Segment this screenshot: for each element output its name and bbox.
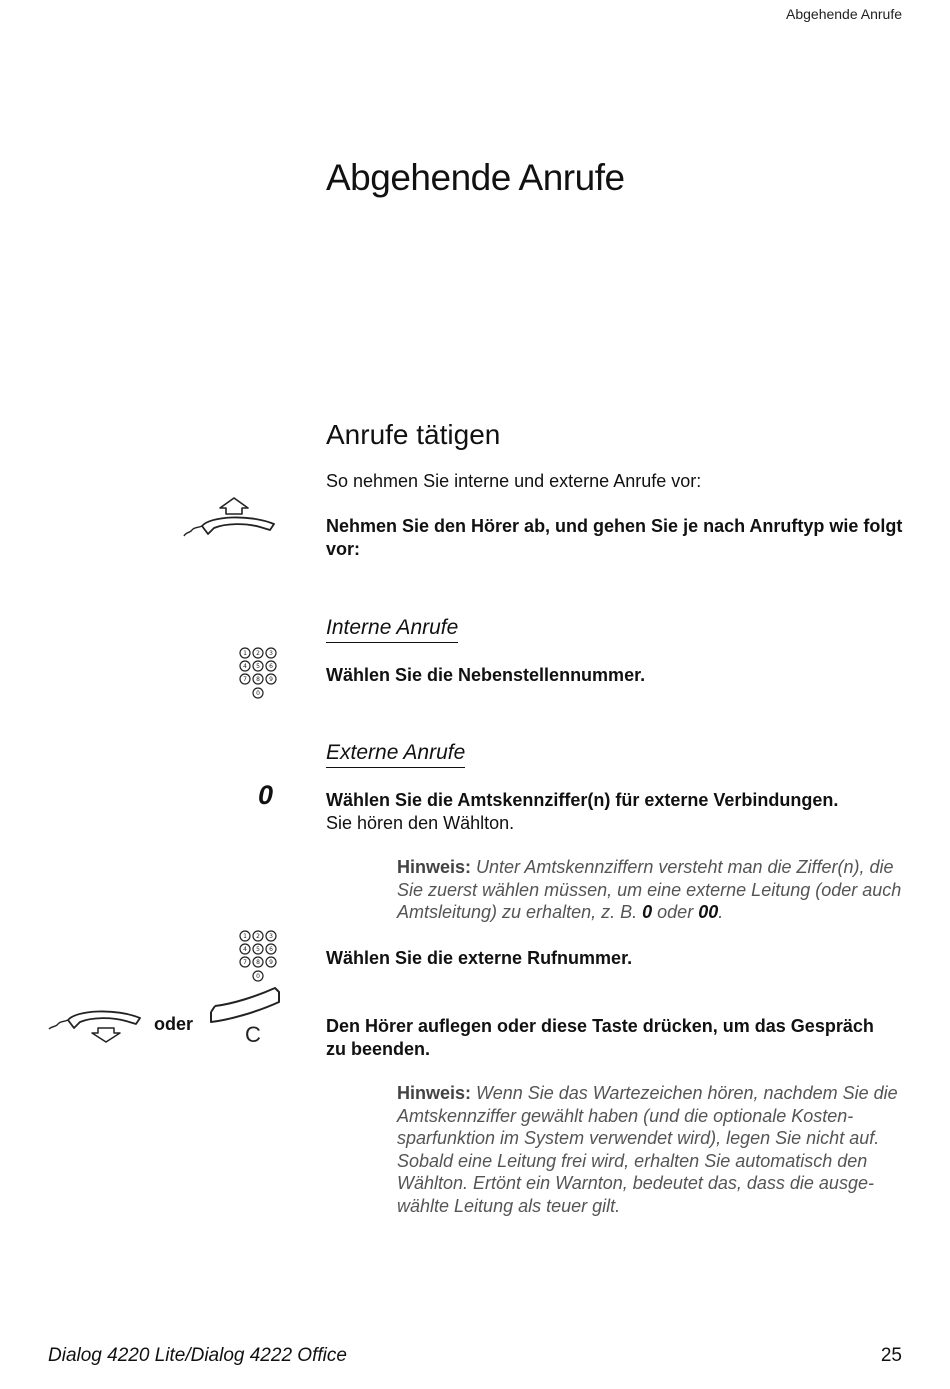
- svg-text:5: 5: [256, 663, 260, 670]
- step-dial-access-code-bold: Wählen Sie die Amtskennziffer(n) für externe Verbindungen.: [326, 790, 839, 810]
- keypad-icon: [238, 929, 280, 990]
- step-dial-extension: Wählen Sie die Nebenstellennummer.: [326, 665, 646, 685]
- footer-product: Dialog 4220 Lite/Dialog 4222 Office: [48, 1345, 347, 1366]
- note-text: Wenn Sie das Wartezeichen hören, nachdem Sie die Amtskennziffer gewählt haben (und die optionale Kosten-sparfunktion im System verwendet wird), legen Sie nicht auf. Sobald eine Leitung frei wird, erhalten Sie automatisch den Wählton. Ertönt ein Warnton, bedeutet das, dass die ausge-wählte Leitung als teuer gilt.: [397, 1083, 898, 1216]
- step-hang-up: Den Hörer auflegen oder diese Taste drücken, um das Gespräch zu beenden.: [326, 1016, 874, 1059]
- note-label: Hinweis:: [397, 1083, 472, 1103]
- svg-text:4: 4: [243, 946, 247, 953]
- step-dial-external-number: Wählen Sie die externe Rufnummer.: [326, 948, 633, 968]
- page-number: 25: [880, 1345, 902, 1366]
- svg-text:3: 3: [269, 933, 273, 940]
- svg-text:8: 8: [256, 676, 260, 683]
- svg-text:0: 0: [256, 973, 260, 980]
- step-lift-handset: Nehmen Sie den Hörer ab, und gehen Sie je nach Anruftyp wie folgt vor:: [326, 516, 903, 559]
- note-text: oder: [657, 902, 694, 922]
- step-dial-access-code: [326, 789, 916, 835]
- svg-text:2: 2: [256, 650, 260, 657]
- note-queue: [397, 1082, 905, 1217]
- clear-key-label: C: [245, 1022, 261, 1047]
- keypad-icon: [238, 646, 280, 707]
- internal-heading-wrap: [326, 615, 458, 643]
- or-label: oder: [154, 1014, 194, 1034]
- svg-text:4: 4: [243, 663, 247, 670]
- svg-text:6: 6: [269, 663, 273, 670]
- chapter-title: Abgehende Anrufe: [326, 157, 625, 198]
- note-access-code: [397, 856, 907, 924]
- section-title: Anrufe tätigen: [326, 419, 501, 450]
- step-dial-access-code-plain: Sie hören den Wählton.: [326, 813, 515, 833]
- svg-text:7: 7: [243, 959, 247, 966]
- svg-text:1: 1: [243, 933, 247, 940]
- svg-text:1: 1: [243, 650, 247, 657]
- external-calls-heading: Externe Anrufe: [326, 740, 465, 768]
- svg-text:3: 3: [269, 650, 273, 657]
- zero-key-symbol: 0: [258, 780, 274, 810]
- clear-key-icon: [207, 986, 283, 1051]
- svg-text:8: 8: [256, 959, 260, 966]
- note-text: .: [718, 902, 724, 922]
- external-heading-wrap: [326, 740, 465, 768]
- svg-text:6: 6: [269, 946, 273, 953]
- handset-replace-icon: [46, 1000, 146, 1049]
- handset-lift-icon: [180, 494, 280, 549]
- section-intro: So nehmen Sie interne und externe Anrufe vor:: [326, 471, 702, 491]
- svg-text:7: 7: [243, 676, 247, 683]
- note-code-0: 0: [642, 902, 653, 922]
- internal-calls-heading: Interne Anrufe: [326, 615, 458, 643]
- svg-text:9: 9: [269, 959, 273, 966]
- running-head: Abgehende Anrufe: [786, 6, 902, 22]
- svg-text:5: 5: [256, 946, 260, 953]
- svg-text:9: 9: [269, 676, 273, 683]
- svg-text:0: 0: [256, 690, 260, 697]
- svg-text:2: 2: [256, 933, 260, 940]
- note-text: Unter Amtskennziffern versteht man die Ziffer(n), die Sie zuerst wählen müssen, um eine externe Leitung (oder auch Amtsleitung) zu erhalten, z. B.: [397, 857, 902, 922]
- note-code-00: 00: [698, 902, 719, 922]
- note-label: Hinweis:: [397, 857, 472, 877]
